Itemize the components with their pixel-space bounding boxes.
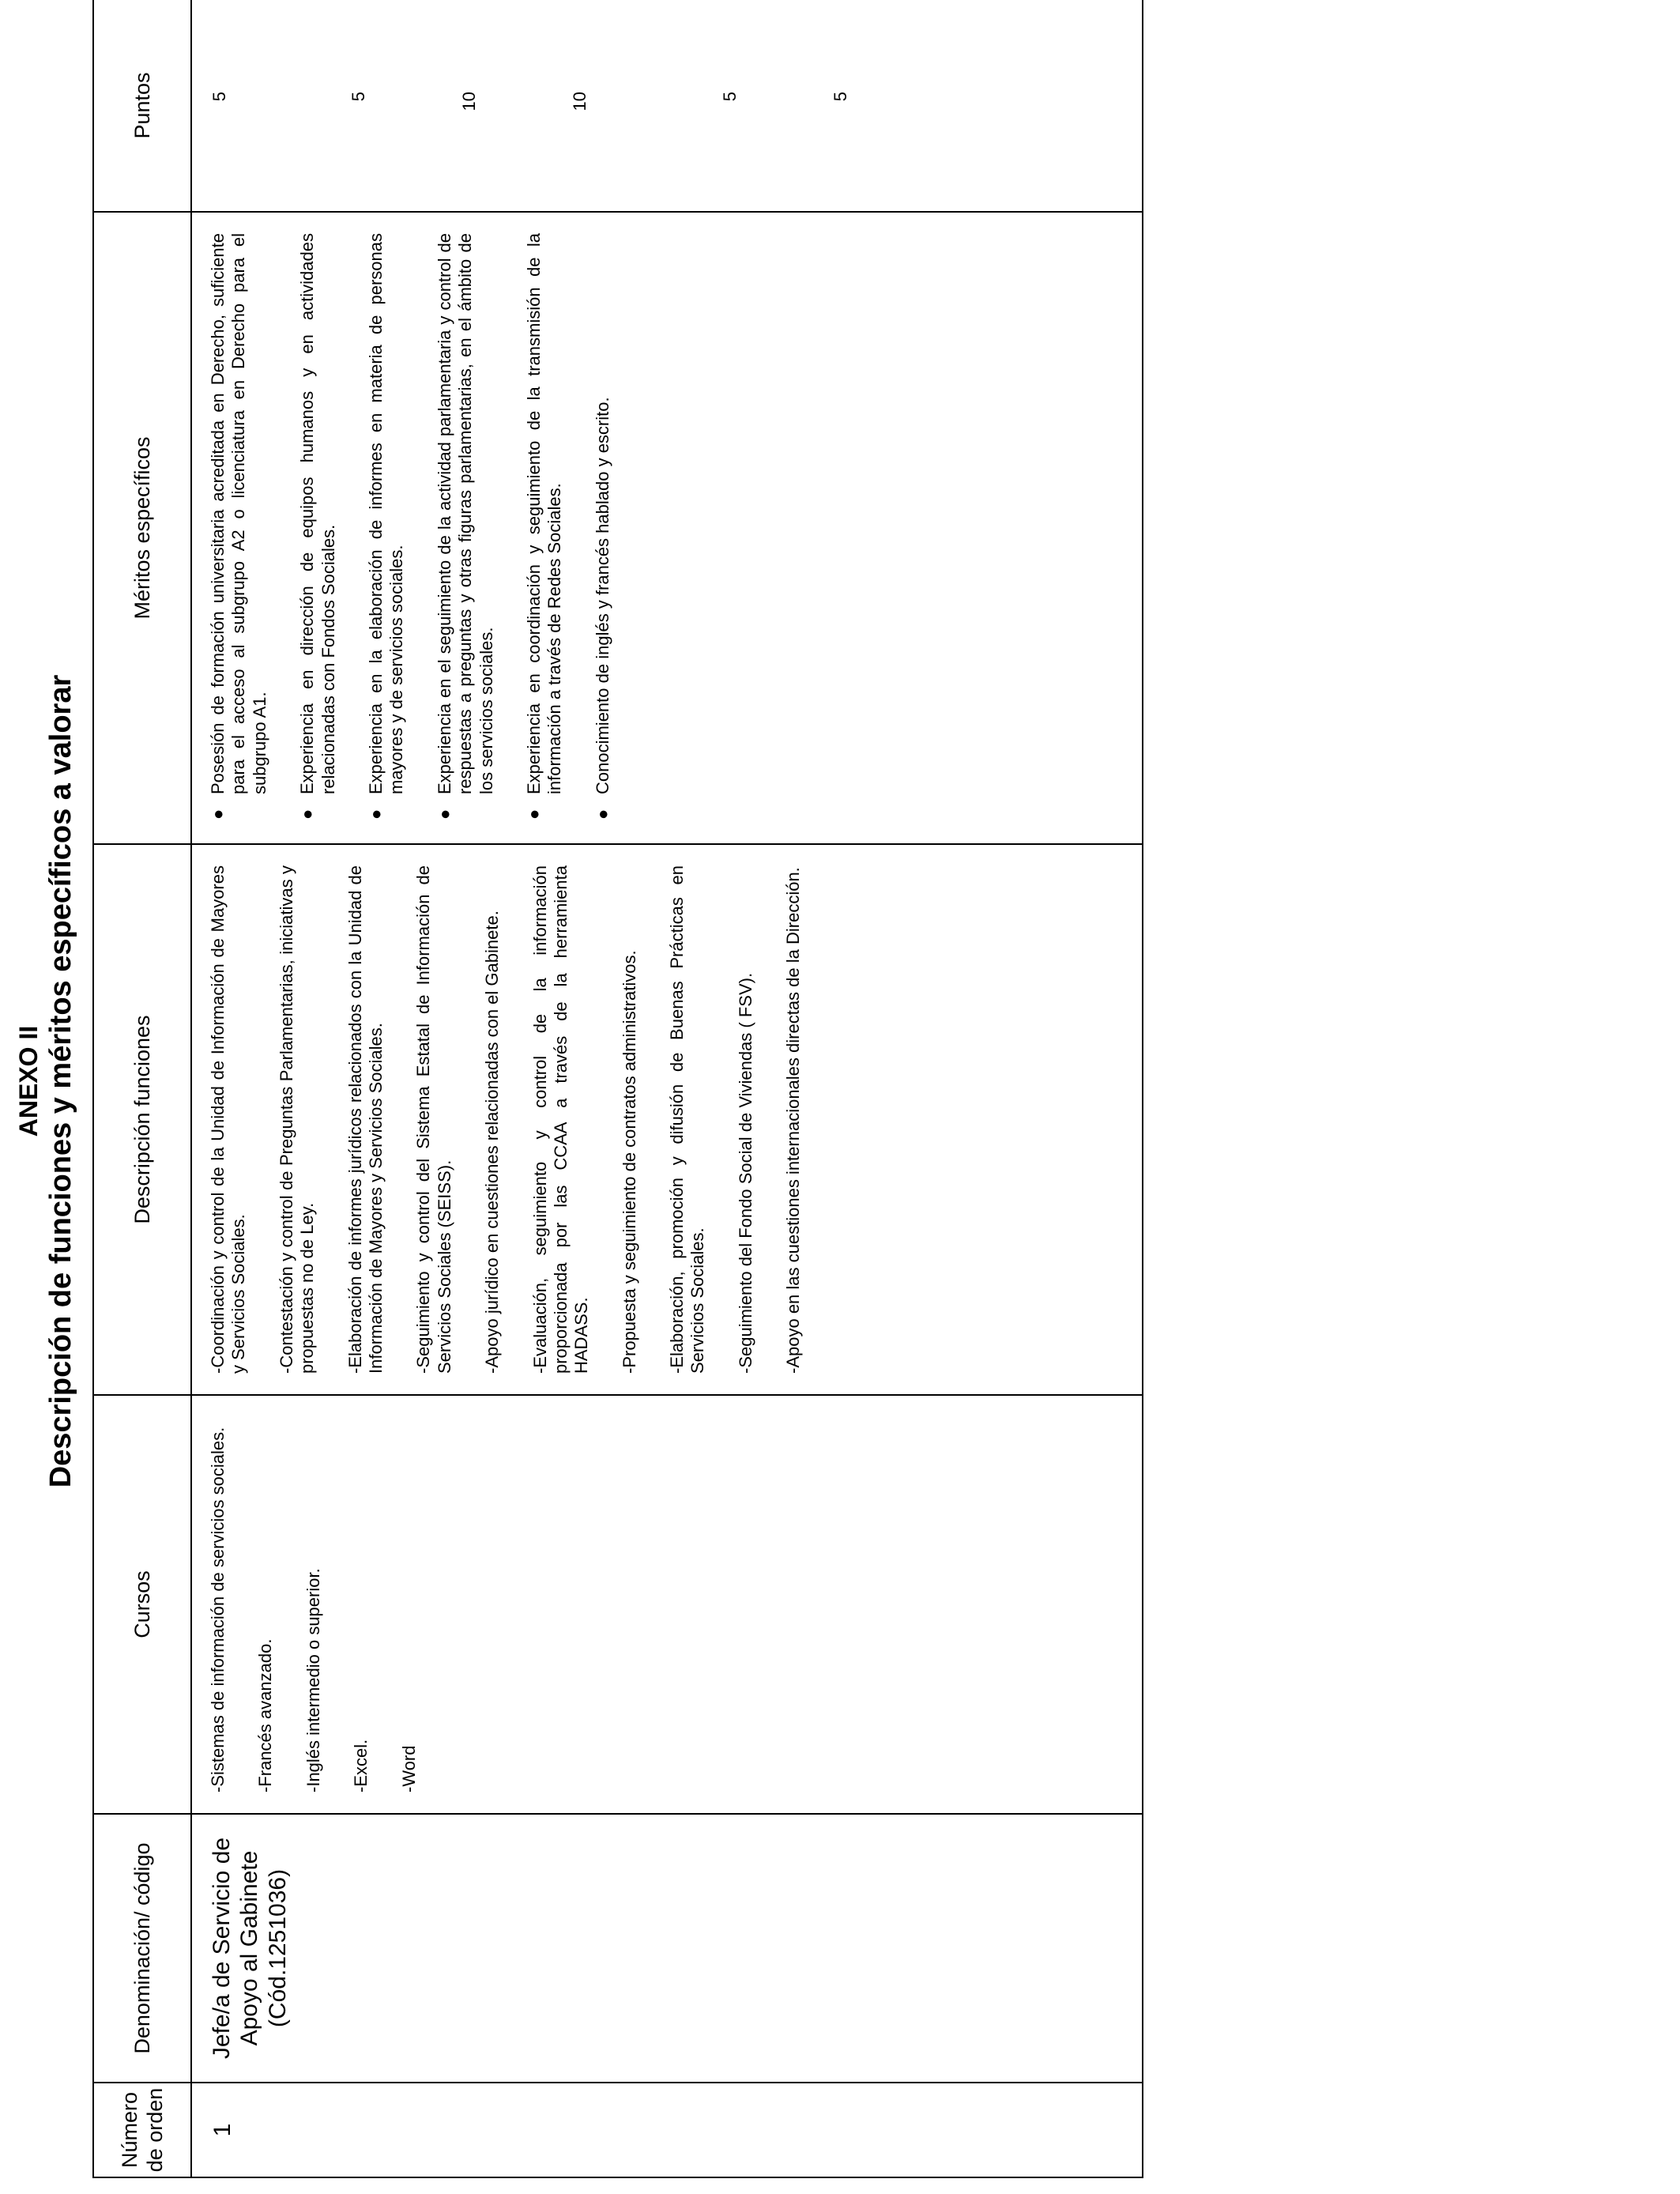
merit-item — [435, 233, 497, 823]
cell-courses — [191, 1395, 1143, 1814]
points-value: 10 — [570, 92, 590, 111]
course-item: -Word — [398, 1745, 419, 1793]
cell-denomination: Jefe/a de Servicio de Apoyo al Gabinete (Cód.1251036) — [191, 1814, 1143, 2083]
merit-item — [366, 233, 408, 823]
merit-text: Experiencia en dirección de equipos humanos y en actividades relacionadas con Fondos Sociales. — [297, 233, 338, 794]
merit-item — [524, 233, 566, 823]
header-number: Número de orden — [93, 2083, 191, 2177]
course-item: -Inglés intermedio o superior. — [303, 1568, 323, 1793]
bullet-icon: ● — [523, 809, 544, 820]
function-item: -Apoyo en las cuestiones internacionales directas de la Dirección. — [783, 867, 804, 1374]
function-item: -Evaluación, seguimiento y control de la información proporcionada por las CCAA a través de la herramienta HADASS. — [529, 865, 592, 1374]
points-value: 5 — [348, 92, 368, 102]
function-item: -Contestación y control de Preguntas Parlamentarias, iniciativas y propuestas no de Ley. — [276, 865, 318, 1374]
cell-functions — [191, 844, 1143, 1395]
merit-text: Experiencia en coordinación y seguimiento de la transmisión de la información a través de Redes Sociales. — [523, 233, 565, 794]
merits-list — [208, 233, 613, 823]
merit-item — [593, 233, 613, 823]
document-subtitle: Descripción de funciones y méritos específicos a valorar — [44, 674, 77, 1488]
points-value: 5 — [831, 92, 850, 102]
bullet-icon: ● — [365, 809, 386, 820]
annex-title: ANEXO II — [14, 1025, 43, 1137]
course-item: -Excel. — [351, 1739, 371, 1793]
merit-text: Experiencia en el seguimiento de la actividad parlamentaria y control de respuestas a preguntas y otras figuras parlamentarias, en el ámbito de los servicios sociales. — [434, 233, 496, 794]
header-denomination: Denominación/ código — [93, 1814, 191, 2083]
header-merits: Méritos específicos — [93, 212, 191, 844]
merit-text: Conocimiento de inglés y francés hablado y escrito. — [592, 397, 612, 794]
points-value: 10 — [459, 92, 479, 111]
header-points: Puntos — [93, 0, 191, 212]
function-item: -Propuesta y seguimiento de contratos administrativos. — [619, 950, 639, 1374]
header-courses: Cursos — [93, 1395, 191, 1814]
bullet-icon: ● — [208, 809, 228, 820]
merit-text: Experiencia en la elaboración de informes en materia de personas mayores y de servicios sociales. — [365, 233, 407, 794]
cell-points — [191, 0, 1143, 212]
function-item: -Coordinación y control de la Unidad de Información de Mayores y Servicios Sociales. — [208, 865, 249, 1374]
merit-item — [208, 233, 270, 823]
merit-text: Posesión de formación universitaria acreditada en Derecho, suficiente para el acceso al subgrupo A2 o licenciatura en Derecho para el subgrupo A1. — [208, 233, 269, 794]
course-item: -Francés avanzado. — [255, 1638, 276, 1793]
bullet-icon: ● — [592, 809, 612, 820]
course-item: -Sistemas de información de servicios sociales. — [208, 1427, 228, 1793]
points-value: 5 — [720, 92, 740, 102]
bullet-icon: ● — [434, 809, 454, 820]
points-value: 5 — [209, 92, 229, 102]
function-item: -Elaboración de informes jurídicos relacionados con la Unidad de Información de Mayores y Servicios Sociales. — [345, 865, 386, 1374]
table-row — [191, 0, 1143, 2177]
cell-number: 1 — [191, 2083, 1143, 2177]
merit-item — [297, 233, 339, 823]
header-description: Descripción funciones — [93, 844, 191, 1395]
function-item: -Seguimiento del Fondo Social de Viviendas ( FSV). — [735, 972, 755, 1374]
function-item: -Elaboración, promoción y difusión de Buenas Prácticas en Servicios Sociales. — [667, 865, 708, 1374]
function-item: -Seguimiento y control del Sistema Estatal de Información de Servicios Sociales (SEISS). — [413, 865, 454, 1374]
bullet-icon: ● — [297, 809, 318, 820]
merits-table — [92, 0, 1143, 2178]
function-item: -Apoyo jurídico en cuestiones relacionadas con el Gabinete. — [482, 910, 503, 1374]
table-header-row — [93, 0, 191, 2177]
cell-merits — [191, 212, 1143, 844]
